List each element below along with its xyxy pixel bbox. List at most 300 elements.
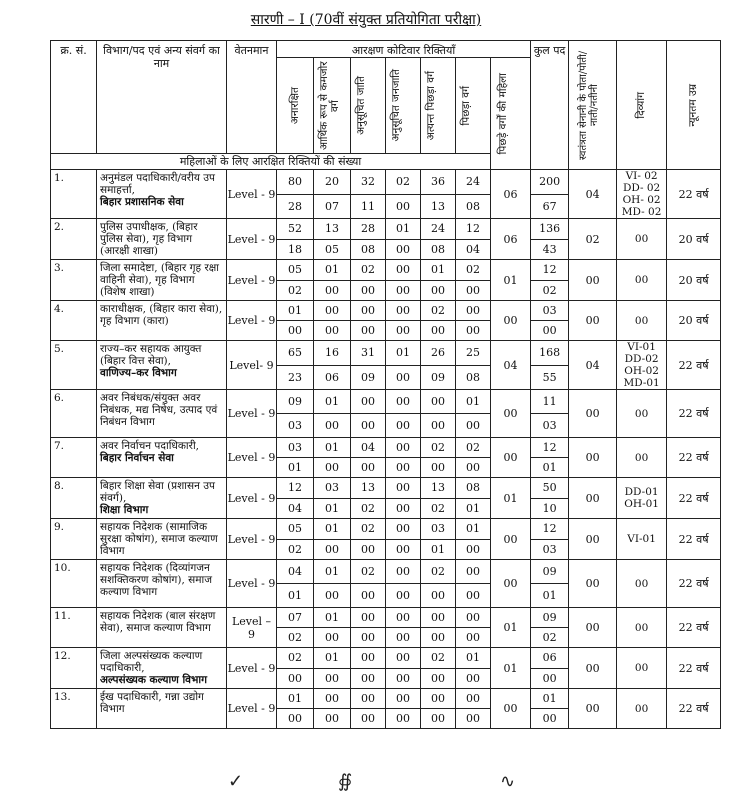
women-vacancy-cell: 00 — [277, 668, 314, 689]
pay-level: Level - 9 — [227, 648, 277, 689]
header-cat-ews: आर्थिक रूप से कमजोर वर्ग — [314, 58, 351, 154]
women-vacancy-cell: 00 — [421, 668, 456, 689]
women-vacancy-cell: 00 — [314, 628, 351, 648]
disabled-value: VI-01 — [627, 533, 656, 545]
vacancy-cell: 02 — [351, 560, 386, 584]
vacancy-cell: 00 — [351, 301, 386, 321]
disabled-cell — [617, 390, 667, 438]
total-women-posts: 10 — [531, 498, 569, 519]
post-name — [97, 689, 227, 729]
post-name — [97, 608, 227, 648]
table-row — [51, 170, 721, 195]
total-women-posts: 55 — [531, 365, 569, 390]
min-age: 22 वर्ष — [667, 390, 721, 438]
vacancy-cell: 01 — [456, 390, 491, 414]
freedom-fighter-cell: 00 — [569, 260, 617, 301]
disabled-cell — [617, 478, 667, 519]
serial-number: 8. — [51, 478, 97, 519]
vacancy-cell: 00 — [314, 301, 351, 321]
vacancy-cell: 03 — [314, 478, 351, 499]
pay-level: Level - 9 — [227, 170, 277, 219]
header-sr: क्र. सं. — [51, 41, 97, 154]
vacancy-cell: 05 — [277, 519, 314, 540]
total-posts: 06 — [531, 648, 569, 669]
bc-women-cell: 01 — [491, 608, 531, 648]
header-cat-sc: अनुसूचित जाति — [351, 58, 386, 154]
header-post: विभाग/पद एवं अन्य संवर्ग का नाम — [97, 41, 227, 154]
post-name — [97, 519, 227, 560]
women-vacancy-cell: 00 — [314, 668, 351, 689]
pay-level: Level - 9 — [227, 478, 277, 519]
vacancy-cell: 02 — [421, 648, 456, 669]
women-vacancy-cell: 01 — [277, 584, 314, 608]
disabled-value: 00 — [634, 274, 649, 286]
women-vacancy-cell: 00 — [456, 584, 491, 608]
women-vacancy-cell: 00 — [386, 584, 421, 608]
serial-number: 12. — [51, 648, 97, 689]
table-row — [51, 689, 721, 709]
vacancy-cell: 02 — [351, 519, 386, 540]
freedom-fighter-cell: 00 — [569, 648, 617, 689]
total-posts: 12 — [531, 438, 569, 458]
total-posts: 168 — [531, 341, 569, 366]
disabled-cell — [617, 438, 667, 478]
bc-women-cell: 00 — [491, 390, 531, 438]
vacancy-cell: 00 — [456, 560, 491, 584]
women-vacancy-cell: 02 — [277, 628, 314, 648]
women-vacancy-cell: 00 — [421, 628, 456, 648]
post-name — [97, 219, 227, 260]
table-row — [51, 560, 721, 584]
min-age: 22 वर्ष — [667, 560, 721, 608]
header-women-note: महिलाओं के लिए आरक्षित रिक्तियों की संख्या — [51, 154, 491, 170]
post-name — [97, 390, 227, 438]
serial-number: 2. — [51, 219, 97, 260]
bc-women-cell: 00 — [491, 689, 531, 729]
women-vacancy-cell: 00 — [421, 321, 456, 341]
post-title: ईख पदाधिकारी, गन्ना उद्योग विभाग — [100, 691, 204, 715]
vacancy-cell: 32 — [351, 170, 386, 195]
header-cat-bcw: पिछड़े वर्गों की महिला — [491, 58, 531, 170]
post-title: सहायक निदेशक (दिव्यांगजन सशक्तिकरण कोषांग), समाज कल्याण विभाग — [100, 562, 213, 598]
vacancy-cell: 24 — [456, 170, 491, 195]
total-women-posts: 00 — [531, 668, 569, 689]
vacancy-cell: 01 — [314, 519, 351, 540]
vacancy-cell: 01 — [421, 260, 456, 281]
vacancy-cell: 05 — [277, 260, 314, 281]
disabled-value: 00 — [634, 233, 649, 245]
bc-women-cell: 06 — [491, 170, 531, 219]
bc-women-cell: 00 — [491, 301, 531, 341]
vacancy-cell: 02 — [421, 560, 456, 584]
post-title: पुलिस उपाधीक्षक, (बिहार पुलिस सेवा), गृह विभाग (आरक्षी शाखा) — [100, 221, 198, 257]
table-row — [51, 478, 721, 499]
post-name — [97, 301, 227, 341]
min-age: 22 वर्ष — [667, 608, 721, 648]
min-age: 20 वर्ष — [667, 260, 721, 301]
post-title: जिला अल्पसंख्यक कल्याण पदाधिकारी, — [100, 650, 203, 674]
min-age: 22 वर्ष — [667, 478, 721, 519]
total-women-posts: 02 — [531, 628, 569, 648]
min-age: 20 वर्ष — [667, 219, 721, 260]
vacancy-cell: 20 — [314, 170, 351, 195]
freedom-fighter-cell: 04 — [569, 341, 617, 390]
pay-level: Level - 9 — [227, 390, 277, 438]
vacancy-cell: 00 — [351, 689, 386, 709]
vacancy-cell: 52 — [277, 219, 314, 240]
women-vacancy-cell: 00 — [314, 539, 351, 560]
women-vacancy-cell: 11 — [351, 194, 386, 219]
vacancy-cell: 08 — [456, 478, 491, 499]
women-vacancy-cell: 00 — [456, 280, 491, 301]
post-name — [97, 560, 227, 608]
post-title: सहायक निदेशक (सामाजिक सुरक्षा कोषांग), समाज कल्याण विभाग — [100, 521, 218, 557]
women-vacancy-cell: 00 — [386, 280, 421, 301]
women-vacancy-cell: 00 — [421, 584, 456, 608]
vacancy-cell: 01 — [456, 519, 491, 540]
vacancy-cell: 01 — [456, 648, 491, 669]
pay-level: Level - 9 — [227, 301, 277, 341]
disabled-value: 00 — [634, 621, 649, 634]
serial-number: 11. — [51, 608, 97, 648]
pay-level: Level- 9 — [227, 341, 277, 390]
total-posts: 12 — [531, 519, 569, 540]
total-posts: 03 — [531, 301, 569, 321]
women-vacancy-cell: 00 — [456, 668, 491, 689]
women-vacancy-cell: 00 — [421, 458, 456, 478]
vacancy-cell: 25 — [456, 341, 491, 366]
women-vacancy-cell: 00 — [456, 539, 491, 560]
vacancy-cell: 28 — [351, 219, 386, 240]
post-title: बिहार शिक्षा सेवा (प्रशासन उप संवर्ग), — [100, 480, 215, 504]
serial-number: 4. — [51, 301, 97, 341]
women-vacancy-cell: 00 — [386, 414, 421, 438]
header-pay: वेतनमान — [227, 41, 277, 154]
vacancy-cell: 00 — [386, 301, 421, 321]
vacancy-cell: 01 — [314, 560, 351, 584]
vacancy-cell: 07 — [277, 608, 314, 628]
total-posts: 50 — [531, 478, 569, 499]
post-title: काराधीक्षक, (बिहार कारा सेवा), गृह विभाग (कारा) — [100, 303, 223, 327]
freedom-fighter-cell: 00 — [569, 519, 617, 560]
vacancy-cell: 02 — [456, 260, 491, 281]
table-row — [51, 608, 721, 628]
women-vacancy-cell: 02 — [277, 280, 314, 301]
vacancy-cell: 04 — [351, 438, 386, 458]
vacancy-cell: 02 — [351, 260, 386, 281]
women-vacancy-cell: 00 — [421, 280, 456, 301]
table-row — [51, 341, 721, 366]
header-disabled: दिव्यांग — [617, 41, 667, 170]
post-title: जिला समादेष्टा, (बिहार गृह रक्षा वाहिनी सेवा), गृह विभाग (विशेष शाखा) — [100, 262, 219, 298]
women-vacancy-cell: 18 — [277, 239, 314, 260]
vacancy-cell: 00 — [386, 438, 421, 458]
vacancy-cell: 01 — [314, 608, 351, 628]
post-name — [97, 260, 227, 301]
vacancy-cell: 12 — [456, 219, 491, 240]
women-vacancy-cell: 00 — [386, 498, 421, 519]
table-row — [51, 648, 721, 669]
women-vacancy-cell: 00 — [277, 709, 314, 729]
vacancy-cell: 00 — [351, 648, 386, 669]
women-vacancy-cell: 00 — [386, 668, 421, 689]
women-vacancy-cell: 00 — [456, 628, 491, 648]
vacancy-cell: 00 — [386, 689, 421, 709]
vacancy-cell: 65 — [277, 341, 314, 366]
women-vacancy-cell: 01 — [421, 539, 456, 560]
vacancy-cell: 13 — [421, 478, 456, 499]
women-vacancy-cell: 00 — [386, 458, 421, 478]
women-vacancy-cell: 00 — [314, 280, 351, 301]
disabled-cell — [617, 648, 667, 689]
disabled-value: VI- 02 — [625, 170, 658, 182]
post-title: राज्य–कर सहायक आयुक्त (बिहार वित्त सेवा), — [100, 343, 202, 367]
total-women-posts: 43 — [531, 239, 569, 260]
women-vacancy-cell: 00 — [386, 628, 421, 648]
header-freedom: स्वतंत्रता सेनानी के पोता/पोती/नाती/नतीनी — [569, 41, 617, 170]
women-vacancy-cell: 00 — [386, 239, 421, 260]
vacancy-cell: 00 — [386, 390, 421, 414]
department-name: अल्पसंख्यक कल्याण विभाग — [100, 674, 208, 686]
freedom-fighter-cell: 00 — [569, 438, 617, 478]
women-vacancy-cell: 00 — [351, 668, 386, 689]
women-vacancy-cell: 09 — [351, 365, 386, 390]
post-name — [97, 170, 227, 219]
table-row — [51, 260, 721, 281]
women-vacancy-cell: 00 — [351, 709, 386, 729]
header-total: कुल पद — [531, 41, 569, 170]
women-vacancy-cell: 00 — [314, 321, 351, 341]
women-vacancy-cell: 00 — [314, 709, 351, 729]
total-posts: 11 — [531, 390, 569, 414]
total-posts: 136 — [531, 219, 569, 240]
disabled-cell — [617, 301, 667, 341]
women-vacancy-cell: 28 — [277, 194, 314, 219]
women-vacancy-cell: 00 — [386, 365, 421, 390]
bc-women-cell: 06 — [491, 219, 531, 260]
table-row — [51, 519, 721, 540]
header-reserved: आरक्षण कोटिवार रिक्तियाँ — [277, 41, 531, 58]
disabled-value: 00 — [634, 702, 649, 715]
disabled-value: MD-01 — [623, 377, 660, 389]
women-vacancy-cell: 03 — [277, 414, 314, 438]
women-vacancy-cell: 00 — [314, 414, 351, 438]
disabled-value: 00 — [634, 662, 649, 674]
vacancy-cell: 00 — [421, 689, 456, 709]
vacancy-cell: 01 — [386, 341, 421, 366]
vacancy-cell: 01 — [386, 219, 421, 240]
min-age: 22 वर्ष — [667, 689, 721, 729]
vacancy-cell: 26 — [421, 341, 456, 366]
women-vacancy-cell: 00 — [351, 280, 386, 301]
disabled-value: DD-01 — [624, 486, 659, 498]
freedom-fighter-cell: 00 — [569, 560, 617, 608]
post-name — [97, 438, 227, 478]
women-vacancy-cell: 01 — [456, 498, 491, 519]
vacancy-cell: 00 — [386, 478, 421, 499]
header-cat-st: अनुसूचित जनजाति — [386, 58, 421, 154]
disabled-value: 00 — [634, 577, 649, 590]
women-vacancy-cell: 00 — [456, 321, 491, 341]
women-vacancy-cell: 00 — [351, 321, 386, 341]
post-name — [97, 341, 227, 390]
vacancy-cell: 16 — [314, 341, 351, 366]
women-vacancy-cell: 05 — [314, 239, 351, 260]
women-vacancy-cell: 06 — [314, 365, 351, 390]
women-vacancy-cell: 04 — [277, 498, 314, 519]
women-vacancy-cell: 02 — [351, 498, 386, 519]
freedom-fighter-cell: 00 — [569, 390, 617, 438]
total-women-posts: 67 — [531, 194, 569, 219]
vacancy-cell: 03 — [277, 438, 314, 458]
header-cat-bc: पिछड़ा वर्ग — [456, 58, 491, 154]
serial-number: 13. — [51, 689, 97, 729]
vacancy-cell: 01 — [314, 390, 351, 414]
disabled-value: DD- 02 — [622, 182, 661, 194]
women-vacancy-cell: 08 — [456, 194, 491, 219]
pay-level: Level - 9 — [227, 260, 277, 301]
women-vacancy-cell: 00 — [351, 458, 386, 478]
vacancy-cell: 13 — [314, 219, 351, 240]
women-vacancy-cell: 00 — [386, 321, 421, 341]
min-age: 20 वर्ष — [667, 301, 721, 341]
vacancy-cell: 12 — [277, 478, 314, 499]
serial-number: 10. — [51, 560, 97, 608]
vacancy-table — [50, 40, 721, 729]
vacancy-cell: 01 — [277, 689, 314, 709]
pay-level: Level - 9 — [227, 560, 277, 608]
vacancy-cell: 01 — [314, 260, 351, 281]
disabled-value: OH-01 — [624, 498, 659, 510]
vacancy-cell: 01 — [314, 438, 351, 458]
disabled-cell — [617, 341, 667, 390]
post-name — [97, 478, 227, 519]
table-row — [51, 219, 721, 240]
serial-number: 5. — [51, 341, 97, 390]
vacancy-cell: 00 — [314, 689, 351, 709]
serial-number: 1. — [51, 170, 97, 219]
bc-women-cell: 04 — [491, 341, 531, 390]
freedom-fighter-cell: 00 — [569, 301, 617, 341]
bc-women-cell: 00 — [491, 438, 531, 478]
bc-women-cell: 00 — [491, 560, 531, 608]
vacancy-cell: 13 — [351, 478, 386, 499]
disabled-cell — [617, 219, 667, 260]
women-vacancy-cell: 01 — [277, 458, 314, 478]
vacancy-cell: 00 — [421, 608, 456, 628]
serial-number: 7. — [51, 438, 97, 478]
disabled-value: OH- 02 — [622, 194, 661, 206]
vacancy-cell: 24 — [421, 219, 456, 240]
disabled-value: 00 — [634, 407, 649, 420]
vacancy-cell: 02 — [421, 438, 456, 458]
total-women-posts: 00 — [531, 321, 569, 341]
disabled-value: MD- 02 — [621, 206, 662, 218]
table-row — [51, 390, 721, 414]
women-vacancy-cell: 00 — [386, 194, 421, 219]
vacancy-cell: 09 — [277, 390, 314, 414]
pay-level: Level – 9 — [227, 608, 277, 648]
women-vacancy-cell: 04 — [456, 239, 491, 260]
women-vacancy-cell: 00 — [351, 628, 386, 648]
post-title: अनुमंडल पदाधिकारी/वरीय उप समाहर्त्ता, — [100, 172, 215, 196]
header-cat-ur: अनारक्षित — [277, 58, 314, 154]
vacancy-cell: 00 — [456, 301, 491, 321]
signature-3: ∿ — [500, 771, 516, 792]
serial-number: 6. — [51, 390, 97, 438]
women-vacancy-cell: 00 — [351, 539, 386, 560]
bc-women-cell: 00 — [491, 519, 531, 560]
bc-women-cell: 01 — [491, 478, 531, 519]
vacancy-cell: 00 — [386, 560, 421, 584]
total-posts: 09 — [531, 608, 569, 628]
vacancy-cell: 04 — [277, 560, 314, 584]
freedom-fighter-cell: 04 — [569, 170, 617, 219]
women-vacancy-cell: 00 — [386, 709, 421, 729]
women-vacancy-cell: 00 — [421, 414, 456, 438]
page-title: सारणी – I (70वीं संयुक्त प्रतियोगिता परीक्षा) — [250, 12, 482, 28]
women-vacancy-cell: 00 — [277, 321, 314, 341]
total-women-posts: 00 — [531, 709, 569, 729]
disabled-cell — [617, 170, 667, 219]
signature-2: ∯ — [338, 771, 353, 792]
post-title: सहायक निदेशक (बाल संरक्षण सेवा), समाज कल्याण विभाग — [100, 610, 216, 634]
vacancy-cell: 02 — [277, 648, 314, 669]
vacancy-cell: 01 — [314, 648, 351, 669]
total-posts: 12 — [531, 260, 569, 281]
women-vacancy-cell: 00 — [314, 584, 351, 608]
vacancy-cell: 00 — [351, 390, 386, 414]
min-age: 22 वर्ष — [667, 519, 721, 560]
bc-women-cell: 01 — [491, 260, 531, 301]
pay-level: Level - 9 — [227, 219, 277, 260]
vacancy-cell: 03 — [421, 519, 456, 540]
vacancy-cell: 80 — [277, 170, 314, 195]
vacancy-cell: 00 — [386, 260, 421, 281]
women-vacancy-cell: 13 — [421, 194, 456, 219]
pay-level: Level - 9 — [227, 689, 277, 729]
disabled-cell — [617, 689, 667, 729]
vacancy-cell: 00 — [386, 608, 421, 628]
vacancy-cell: 00 — [456, 608, 491, 628]
disabled-value: VI-01 — [627, 341, 656, 353]
women-vacancy-cell: 00 — [421, 709, 456, 729]
women-vacancy-cell: 02 — [277, 539, 314, 560]
vacancy-cell: 00 — [351, 608, 386, 628]
vacancy-cell: 02 — [456, 438, 491, 458]
women-vacancy-cell: 08 — [421, 239, 456, 260]
disabled-value: OH-02 — [624, 365, 659, 377]
women-vacancy-cell: 00 — [456, 709, 491, 729]
vacancy-cell: 00 — [386, 648, 421, 669]
table-row — [51, 301, 721, 321]
post-title: अवर निर्वाचन पदाधिकारी, — [100, 440, 200, 452]
total-women-posts: 01 — [531, 458, 569, 478]
women-vacancy-cell: 07 — [314, 194, 351, 219]
freedom-fighter-cell: 02 — [569, 219, 617, 260]
women-vacancy-cell: 00 — [456, 458, 491, 478]
post-title: अवर निबंधक/संयुक्त अवर निबंधक, मद्य निषेध, उत्पाद एवं निबंधन विभाग — [100, 392, 218, 428]
serial-number: 9. — [51, 519, 97, 560]
min-age: 22 वर्ष — [667, 438, 721, 478]
post-name — [97, 648, 227, 689]
women-vacancy-cell: 02 — [421, 498, 456, 519]
signature-1: ✓ — [228, 771, 244, 792]
vacancy-cell: 00 — [456, 689, 491, 709]
vacancy-cell: 00 — [421, 390, 456, 414]
pay-level: Level - 9 — [227, 438, 277, 478]
department-name: शिक्षा विभाग — [100, 504, 149, 516]
